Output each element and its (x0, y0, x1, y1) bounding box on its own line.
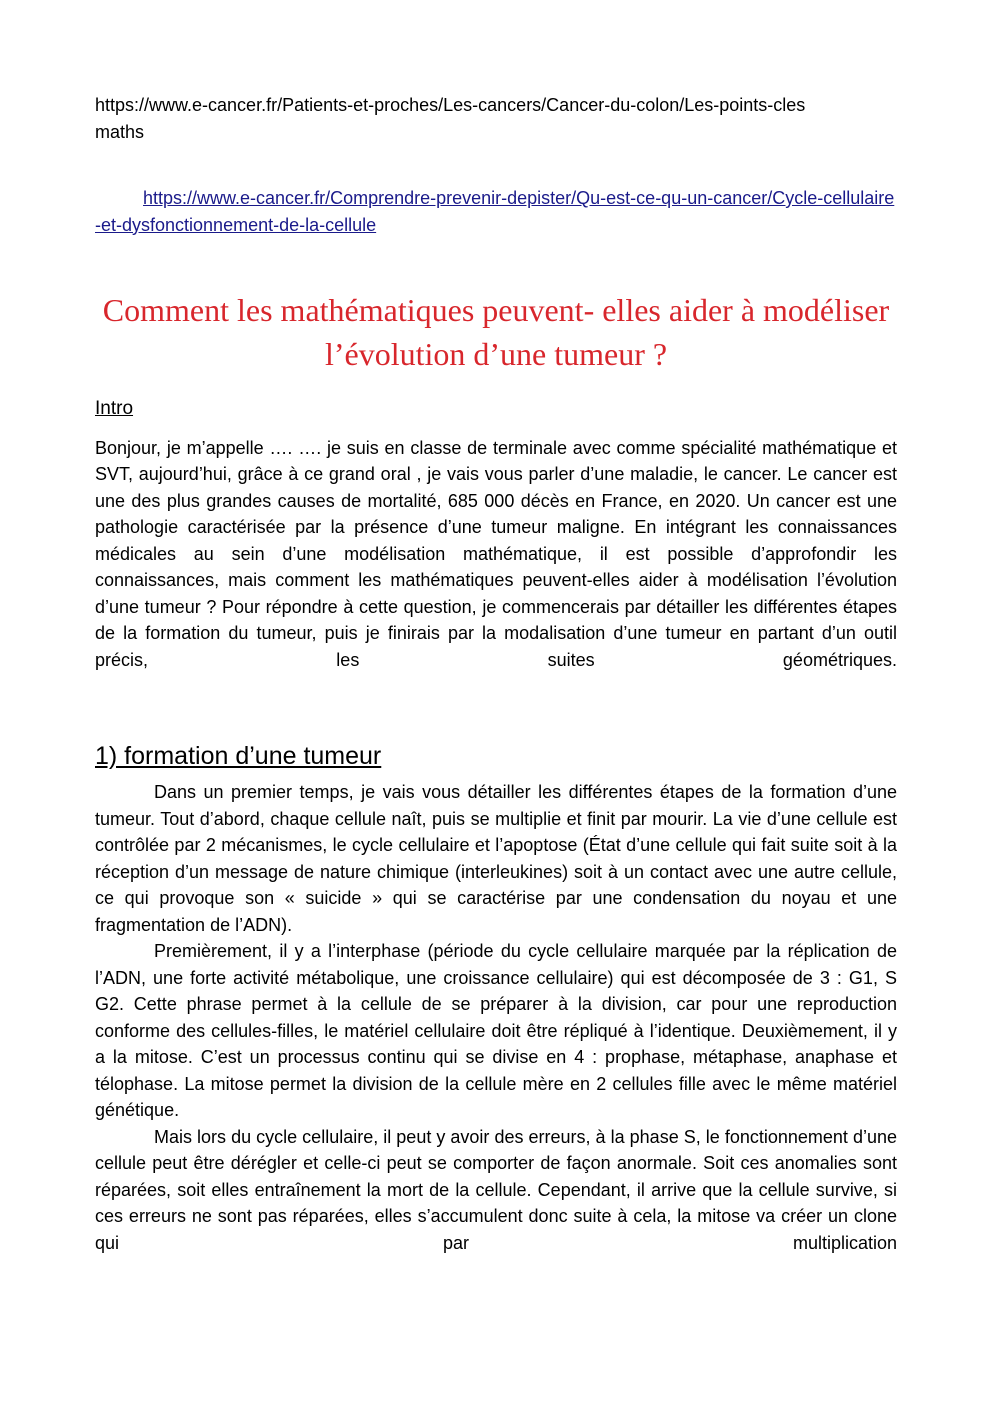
source-url-link[interactable]: https://www.e-cancer.fr/Comprendre-prevenir-depister/Qu-est-ce-qu-un-cancer/Cycle-cellulaire-et-dysfonctionnement-de-la-cellule (95, 188, 895, 235)
section-1-paragraph-1: Dans un premier temps, je vais vous détailler les différentes étapes de la formation d’une tumeur. Tout d’abord, chaque cellule naît, puis se multiplie et finit par mourir. La vie d’une cellule est contrôlée par 2 mécanismes, le cycle cellulaire et l’apoptose (État d’une cellule qui fait suite soit à la réception d’un message de nature chimique (interleukines) soit à un contact avec une autre cellule, ce qui provoque son « suicide » qui se caractérise par une condensation du noyau et une fragmentation de l’ADN). (95, 782, 897, 935)
source-url-paragraph (95, 185, 897, 238)
source-url-plain (95, 92, 897, 145)
section-1-paragraph-3: Mais lors du cycle cellulaire, il peut y avoir des erreurs, à la phase S, le fonctionnement d’une cellule peut être dérégler et celle-ci peut se comporter de façon anormale. Soit ces anomalies sont réparées, soit elles entraînement la mort de la cellule. Cependant, il arrive que la cellule survive, si ces erreurs ne sont pas réparées, elles s’accumulent donc suite à cela, la mitose va créer un clone qui par multiplication (95, 1126, 897, 1253)
source-note: maths (95, 121, 145, 142)
section-1-heading: 1) formation d’une tumeur (95, 742, 382, 770)
intro-heading: Intro (95, 398, 134, 419)
section-1-paragraph-2: Premièrement, il y a l’interphase (période du cycle cellulaire marquée par la réplication de l’ADN, une forte activité métabolique, une croissance cellulaire) qui est décomposée de 3 : G1, S G2. Cette phrase permet à la cellule de se préparer à la division, car pour une reproduction conforme des cellules-filles, le matériel cellulaire doit être répliqué à l’identique. Deuxièmement, il y a la mitose. C’est un processus continu qui se divise en 4 : prophase, métaphase, anaphase et télophase. La mitose permet la division de la cellule mère en 2 cellules fille avec le même matériel génétique. (95, 941, 897, 1120)
document-title: Comment les mathématiques peuvent- elles aider à modéliser l’évolution d’une tumeur ? (102, 292, 890, 372)
intro-paragraph: Bonjour, je m’appelle …. …. je suis en classe de terminale avec comme spécialité mathématique et SVT, aujourd’hui, grâce à ce grand oral , je vais vous parler d’une maladie, le cancer. Le cancer est une des plus grandes causes de mortalité, 685 000 décès en France, en 2020. Un cancer est une pathologie caractérisée par la présence d’une tumeur maligne. En intégrant les connaissances médicales au sein d’une modélisation mathématique, il est possible d’approfondir les connaissances, mais comment les mathématiques peuvent-elles aider à modélisation l’évolution d’une tumeur ? Pour répondre à cette question, je commencerais par détailler les différentes étapes de la formation du tumeur, puis je finirais par la modalisation d’une tumeur en partant d’un outil précis, les suites géométriques. (95, 437, 897, 670)
source-url-plain-text: https://www.e-cancer.fr/Patients-et-proches/Les-cancers/Cancer-du-colon/Les-points-cles (95, 95, 806, 115)
